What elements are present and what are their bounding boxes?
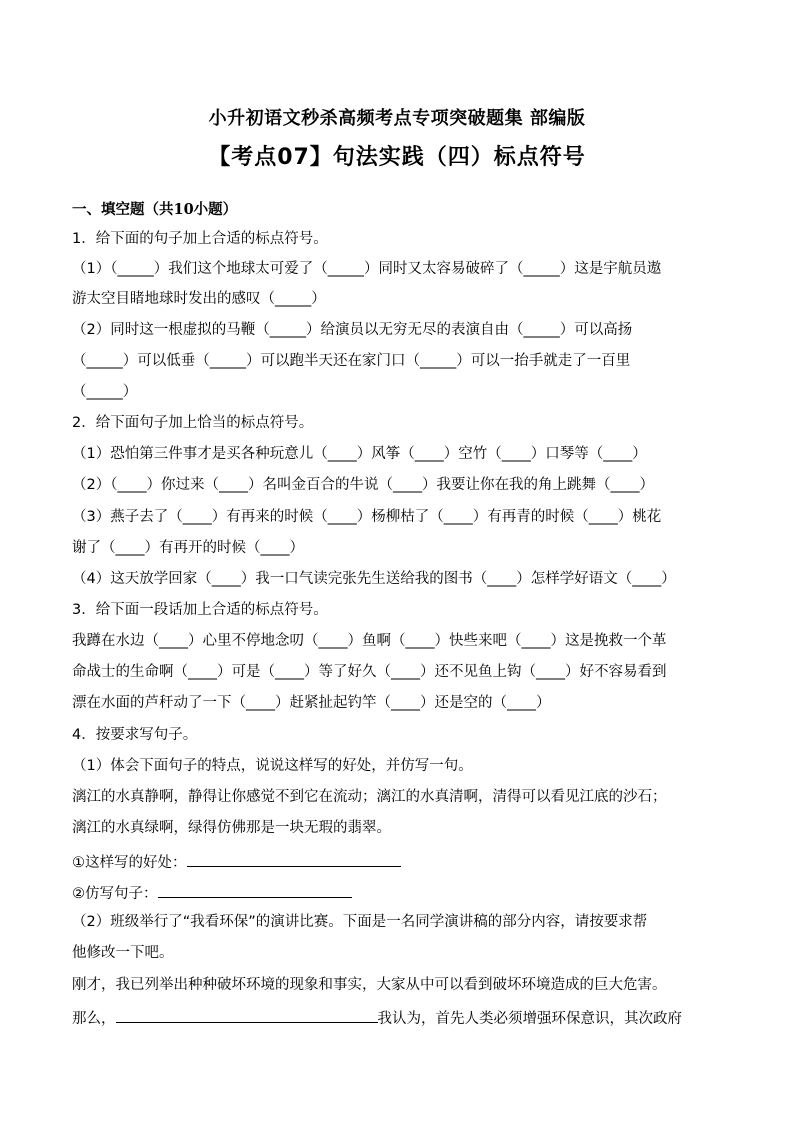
speech-fill-blank[interactable] <box>116 1006 378 1023</box>
question-4-item-2-line-2: 他修改一下吧。 <box>72 945 174 961</box>
question-2-item-3-line-2: 谢了（____）有再开的时候（____） <box>72 540 304 556</box>
question-3-passage-line-2: 命战士的生命啊（____）可是（____）等了好久（____）还不见鱼上钩（____）好不容易看到 <box>72 664 667 680</box>
speech-excerpt-line-1: 刚才，我已列举出种种破坏环境的现象和事实，大家从中可以看到破坏环境造成的巨大危害。 <box>72 977 667 993</box>
section-heading: 一、填空题（共10小题） <box>72 201 238 218</box>
question-2-item-2: （2）（____）你过来（____）名叫金百合的牛说（____）我要让你在我的角上跳舞（____） <box>72 477 654 493</box>
question-1-item-2-line-1: （2）同时这一根虚拟的马鞭（_____）给演员以无穷无尽的表演自由（_____）可以高扬 <box>72 322 633 338</box>
question-4-example-line-2: 漓江的水真绿啊，绿得仿佛那是一块无瑕的翡翠。 <box>72 820 391 836</box>
answer-benefit-row <box>72 850 732 873</box>
speech-excerpt-line-2 <box>72 1006 732 1029</box>
question-2-item-1: （1）恐怕第三件事才是买各种玩意儿（____）风筝（____）空竹（____）口琴等（____） <box>72 446 647 462</box>
question-3-passage-line-1: 我蹲在水边（____）心里不停地念叨（____）鱼啊（____）快些来吧（____）这是挽救一个革 <box>72 633 667 649</box>
answer-benefit-label: ①这样写的好处： <box>72 855 187 871</box>
question-1-item-1-line-1: （1）（_____）我们这个地球太可爱了（_____）同时又太容易破碎了（_____）这是宇航员遨 <box>72 261 662 277</box>
question-2: 2．给下面句子加上恰当的标点符号。 <box>72 415 314 431</box>
question-4-item-2-line-1: （2）班级举行了“我看环保”的演讲比赛。下面是一名同学演讲稿的部分内容，请按要求帮 <box>72 914 648 930</box>
question-2-item-3-line-1: （3）燕子去了（____）有再来的时候（____）杨柳枯了（____）有再青的时候（____）桃花 <box>72 509 662 525</box>
question-1-item-1-line-2: 游太空目睹地球时发出的感叹（_____） <box>72 291 326 307</box>
answer-imitation-label: ②仿写句子： <box>72 886 158 902</box>
answer-imitation-blank[interactable] <box>158 881 352 898</box>
document-title: 小升初语文秒杀高频考点专项突破题集 部编版 <box>208 108 586 129</box>
question-4-example-line-1: 漓江的水真静啊，静得让你感觉不到它在流动；漓江的水真清啊，清得可以看见江底的沙石； <box>72 789 667 805</box>
question-4: 4．按要求写句子。 <box>72 727 198 743</box>
answer-imitation-row <box>72 881 732 904</box>
question-1: 1．给下面的句子加上合适的标点符号。 <box>72 231 328 247</box>
speech-prefix: 那么， <box>72 1011 116 1027</box>
question-1-item-2-line-2: （_____）可以低垂（_____）可以跑半天还在家门口（_____）可以一抬手就走了一百里 <box>72 353 631 369</box>
speech-continuation: 我认为，首先人类必须增强环保意识，其次政府 <box>377 1011 682 1027</box>
answer-benefit-blank[interactable] <box>187 850 401 867</box>
question-2-item-4: （4）这天放学回家（____）我一口气读完张先生送给我的图书（____）怎样学好语文（____） <box>72 571 676 587</box>
document-subtitle: 【考点07】句法实践（四）标点符号 <box>208 145 586 170</box>
question-3-passage-line-3: 漂在水面的芦秆动了一下（____）赶紧扯起钓竿（____）还是空的（____） <box>72 695 551 711</box>
question-3: 3．给下面一段话加上合适的标点符号。 <box>72 602 328 618</box>
question-1-item-2-line-3: （_____） <box>72 384 138 400</box>
question-4-item-1: （1）体会下面句子的特点，说说这样写的好处，并仿写一句。 <box>72 758 473 774</box>
